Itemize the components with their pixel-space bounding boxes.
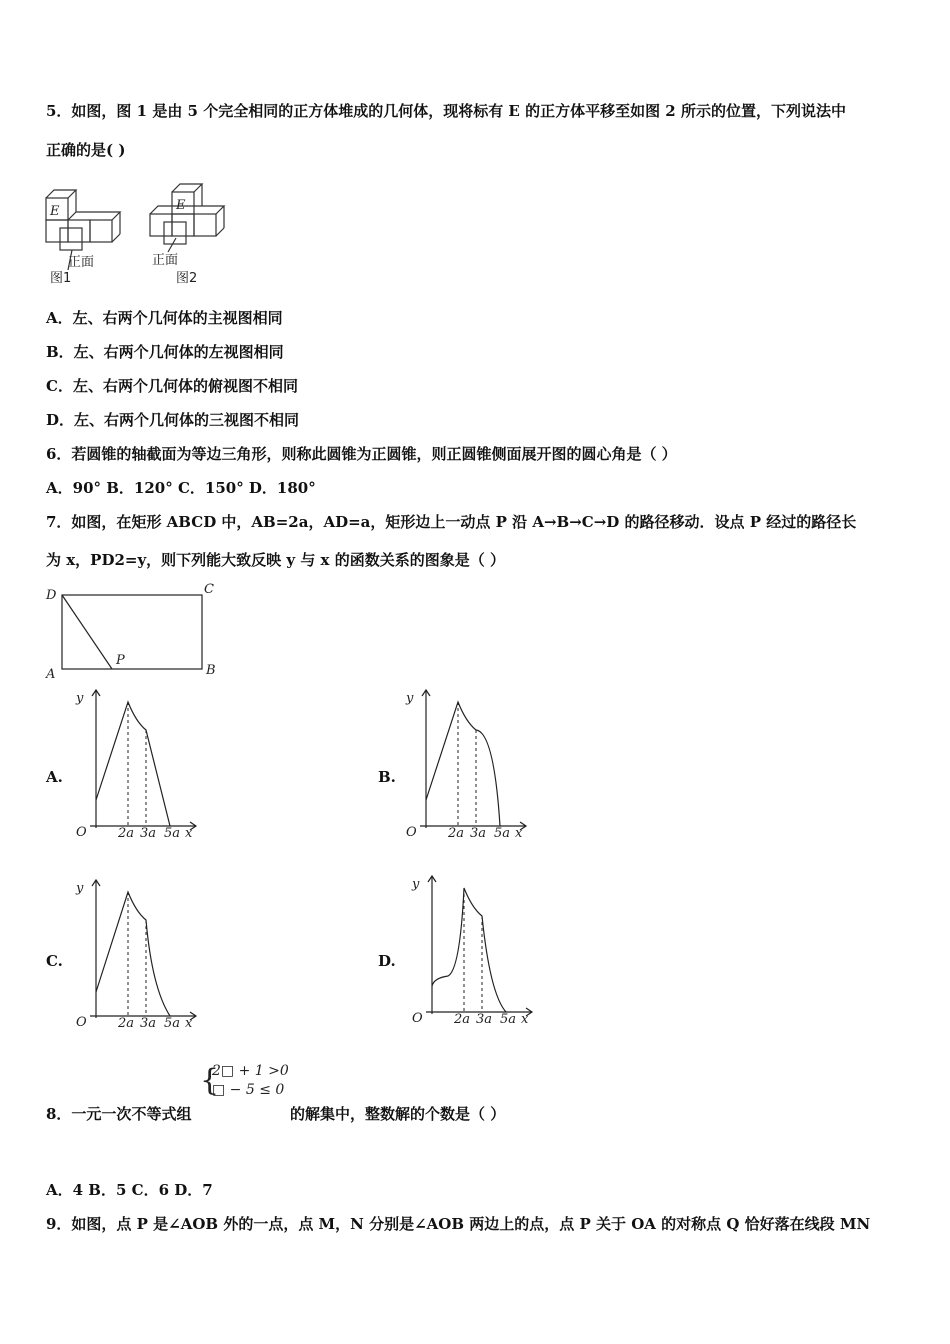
axis-origin: O <box>76 825 87 840</box>
tick-2a: 2a <box>448 826 465 841</box>
axis-x-label: x <box>185 1016 193 1031</box>
tick-3a: 3a <box>470 826 487 841</box>
q8-system-line2: □ − 5 ≤ 0 <box>212 1082 285 1098</box>
q8-stem-suffix: 的解集中，整数解的个数是（ ） <box>290 1105 506 1123</box>
fig2-caption: 图2 <box>176 271 198 286</box>
axis-y-label: y <box>406 691 414 706</box>
tick-5a: 5a <box>494 826 511 841</box>
q9-stem: 9．如图，点 P 是∠AOB 外的一点，点 M，N 分别是∠AOB 两边上的点，点 P 关于 OA 的对称点 Q 恰好落在线段 MN <box>46 1215 871 1233</box>
axis-y-label: y <box>412 877 420 892</box>
axis-origin: O <box>406 825 417 840</box>
axis-y-label: y <box>76 881 84 896</box>
tick-2a: 2a <box>454 1012 471 1027</box>
q5-stem-line2: 正确的是( ) <box>46 141 126 159</box>
q7-stem-line1: 7．如图，在矩形 ABCD 中，AB=2a，AD=a，矩形边上一动点 P 沿 A→B→C→D 的路径移动．设点 P 经过的路径长 <box>46 513 857 531</box>
tick-3a: 3a <box>140 1016 157 1031</box>
q7-option-a-label: A. <box>46 768 63 786</box>
rect-label-p: P <box>116 653 125 668</box>
front-label-2: 正面 <box>152 253 179 268</box>
axis-origin: O <box>76 1015 87 1030</box>
q7-graph-d <box>408 874 538 1027</box>
rect-label-c: C <box>204 582 214 597</box>
rect-label-a: A <box>46 667 56 682</box>
front-label-1: 正面 <box>68 255 95 270</box>
q5-option-a: A．左、右两个几何体的主视图相同 <box>46 309 283 327</box>
axis-x-label: x <box>185 826 193 841</box>
q7-option-c-label: C. <box>46 952 63 970</box>
tick-3a: 3a <box>140 826 157 841</box>
tick-3a: 3a <box>476 1012 493 1027</box>
fig1-caption: 图1 <box>50 271 72 286</box>
q7-option-b-label: B. <box>378 768 396 786</box>
rect-label-d: D <box>46 588 57 603</box>
q8-system-line1: 2□ + 1 >0 <box>212 1063 289 1079</box>
cube-label-e-2: E <box>176 198 186 213</box>
q7-graph-a <box>72 688 202 841</box>
axis-y-label: y <box>76 691 84 706</box>
q5-stem-line1: 5．如图，图 1 是由 5 个完全相同的正方体堆成的几何体，现将标有 E 的正方体平移至如图 2 所示的位置，下列说法中 <box>46 102 846 120</box>
axis-x-label: x <box>515 826 523 841</box>
tick-5a: 5a <box>500 1012 517 1027</box>
q6-stem: 6．若圆锥的轴截面为等边三角形，则称此圆锥为正圆锥，则正圆锥侧面展开图的圆心角是（ ） <box>46 445 677 463</box>
tick-5a: 5a <box>164 826 181 841</box>
q7-graph-b <box>402 688 532 841</box>
q7-stem-line2: 为 x，PD2=y，则下列能大致反映 y 与 x 的函数关系的图象是（ ） <box>46 551 505 569</box>
tick-2a: 2a <box>118 826 135 841</box>
rect-label-b: B <box>206 663 216 678</box>
q5-option-b: B．左、右两个几何体的左视图相同 <box>46 343 284 361</box>
q7-graph-c <box>72 878 202 1031</box>
q7-option-d-label: D. <box>378 952 396 970</box>
q5-option-d: D．左、右两个几何体的三视图不相同 <box>46 411 300 429</box>
axis-origin: O <box>412 1011 423 1026</box>
q7-rectangle-figure <box>44 580 224 680</box>
q8-inequality-system <box>200 1062 289 1100</box>
q5-option-c: C．左、右两个几何体的俯视图不相同 <box>46 377 298 395</box>
cube-label-e-1: E <box>50 204 60 219</box>
brace-icon: { <box>200 1063 220 1098</box>
q5-cube-figure <box>42 180 232 285</box>
q6-options: A．90° B．120° C．150° D．180° <box>46 479 316 497</box>
tick-2a: 2a <box>118 1016 135 1031</box>
q8-options: A．4 B．5 C．6 D．7 <box>46 1181 213 1199</box>
axis-x-label: x <box>521 1012 529 1027</box>
q8-stem-prefix: 8．一元一次不等式组 <box>46 1105 192 1123</box>
tick-5a: 5a <box>164 1016 181 1031</box>
